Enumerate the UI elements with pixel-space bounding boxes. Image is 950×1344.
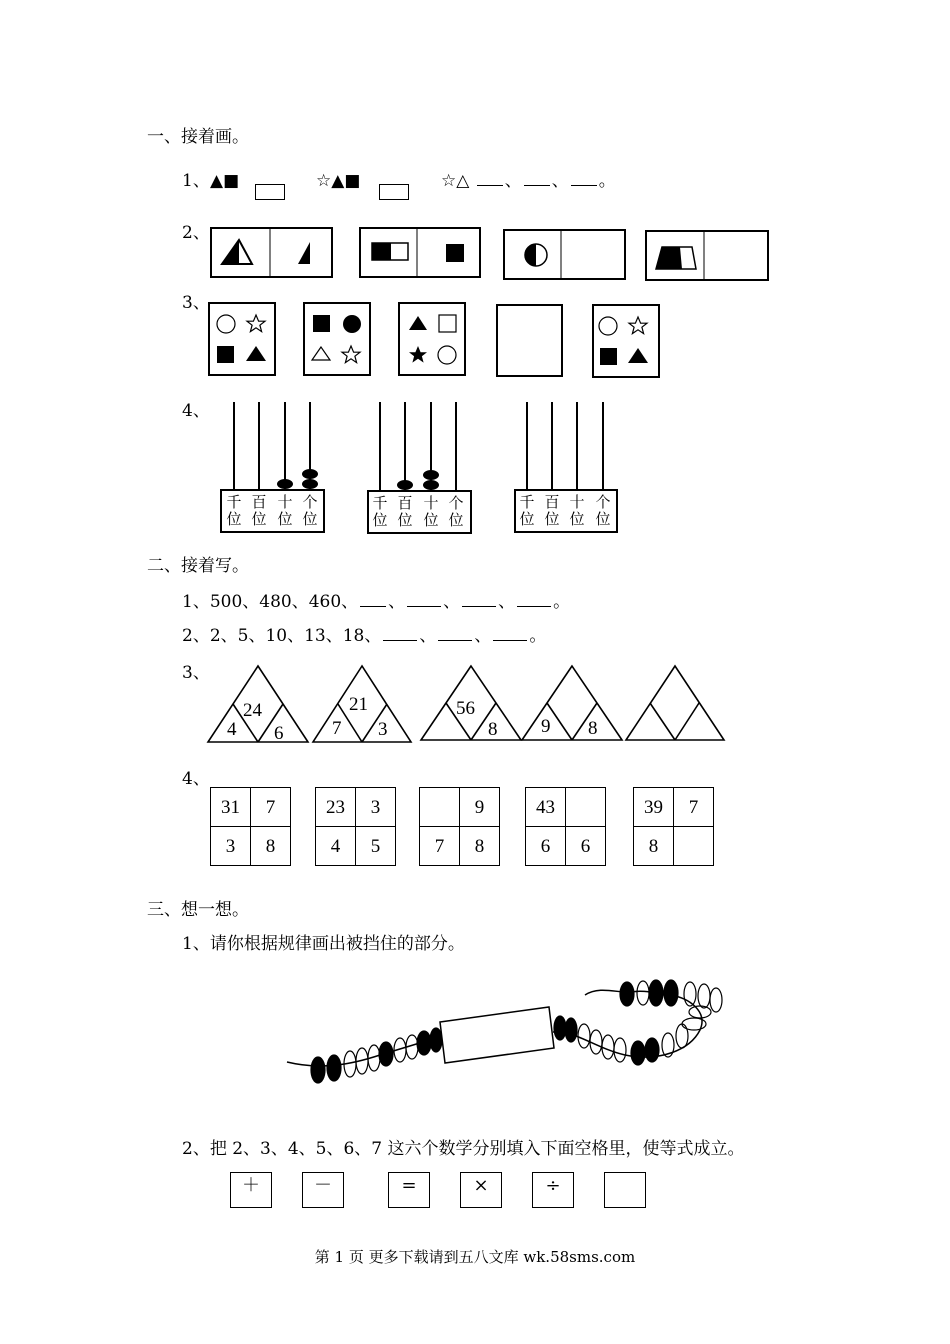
minus-sign: － — [314, 1175, 332, 1196]
right-beads — [554, 980, 722, 1065]
grid-number: 9 — [474, 797, 485, 818]
equals-sign: = — [401, 1175, 417, 1196]
s2-q1-text: 500、480、460、 — [209, 592, 359, 612]
triangle-2-left: 7 — [332, 718, 342, 739]
multiply-sign: × — [473, 1175, 489, 1196]
sep: 、 — [443, 592, 461, 612]
grid-number: 43 — [536, 797, 555, 818]
abacus-3-place-3: 十位 — [569, 493, 585, 528]
end: 。 — [529, 626, 547, 646]
grid-number: 5 — [370, 836, 381, 857]
divide-sign: ÷ — [545, 1175, 561, 1196]
s1-q2-label: 2、 — [182, 223, 210, 243]
eq-box-6[interactable] — [604, 1172, 646, 1208]
grid-number: 6 — [580, 836, 591, 857]
plus-sign: ＋ — [242, 1175, 260, 1196]
triangle-2-top: 21 — [349, 694, 368, 715]
triangle-1-right: 6 — [274, 723, 284, 744]
section-1-title: 一、接着画。 — [147, 127, 249, 147]
sep: 、 — [504, 171, 522, 191]
s2-q1-label: 1、 — [182, 592, 210, 612]
abacus-3-place-2: 百位 — [544, 493, 560, 528]
grid-number: 39 — [644, 797, 663, 818]
abacus-1-place-2: 百位 — [251, 493, 267, 528]
abacus-3-place-1: 千位 — [519, 493, 535, 528]
grid-number: 8 — [648, 836, 659, 857]
grid-number: 3 — [370, 797, 381, 818]
section-3-title: 三、想一想。 — [147, 900, 249, 920]
abacus-1-place-1: 千位 — [226, 493, 242, 528]
s2-q3-label: 3、 — [182, 663, 210, 683]
triangle-4-left: 9 — [541, 716, 551, 737]
s1-q4-label: 4、 — [182, 401, 210, 421]
abacus-2-place-3: 十位 — [423, 494, 439, 529]
grid-number: 3 — [225, 836, 236, 857]
grid-number: 8 — [265, 836, 276, 857]
eq-box-3[interactable] — [388, 1172, 430, 1208]
s3-q1-text: 1、请你根据规律画出被挡住的部分。 — [182, 934, 465, 954]
grid-number: 7 — [434, 836, 445, 857]
eq-box-4[interactable] — [460, 1172, 502, 1208]
end: 。 — [598, 171, 616, 191]
end: 。 — [553, 592, 571, 612]
abacus-1-place-4: 个位 — [302, 493, 318, 528]
s1-q1-seq1: ▲■ — [210, 171, 240, 191]
abacus-3-place-4: 个位 — [595, 493, 611, 528]
grid-number: 31 — [221, 797, 240, 818]
s2-q4-label: 4、 — [182, 769, 210, 789]
sep: 、 — [498, 592, 516, 612]
covering-box — [440, 1007, 554, 1063]
s1-q1-seq3: ☆△ — [441, 171, 470, 191]
abacus-1-place-3: 十位 — [277, 493, 293, 528]
eq-box-2[interactable] — [302, 1172, 344, 1208]
triangle-3-right: 8 — [488, 719, 498, 740]
triangle-3-top: 56 — [456, 698, 475, 719]
grid-number: 23 — [326, 797, 345, 818]
sep: 、 — [419, 626, 437, 646]
grid-number: 7 — [265, 797, 276, 818]
triangle-1-top: 24 — [243, 700, 262, 721]
abacus-2-place-1: 千位 — [372, 494, 388, 529]
grid-number: 8 — [474, 836, 485, 857]
triangle-4-right: 8 — [588, 718, 598, 739]
abacus-2-place-4: 个位 — [448, 494, 464, 529]
s1-q1-label: 1、 — [182, 171, 210, 191]
sep: 、 — [551, 171, 569, 191]
triangle-1-left: 4 — [227, 719, 237, 740]
abacus-2-place-2: 百位 — [397, 494, 413, 529]
eq-box-1[interactable] — [230, 1172, 272, 1208]
sep: 、 — [474, 626, 492, 646]
s2-q2-label: 2、 — [182, 626, 210, 646]
s2-q2-text: 2、5、10、13、18、 — [209, 626, 382, 646]
s1-q3-label: 3、 — [182, 293, 210, 313]
grid-number: 7 — [688, 797, 699, 818]
section-2-title: 二、接着写。 — [147, 556, 249, 576]
page-footer: 第 1 页 更多下载请到五八文库 wk.58sms.com — [314, 1248, 636, 1266]
grid-number: 6 — [540, 836, 551, 857]
s1-q1-seq2: ☆▲■ — [316, 171, 361, 191]
s3-q2-text: 2、把 2、3、4、5、6、7 这六个数学分别填入下面空格里，使等式成立。 — [182, 1139, 745, 1159]
sep: 、 — [388, 592, 406, 612]
triangle-2-right: 3 — [378, 719, 388, 740]
grid-number: 4 — [330, 836, 341, 857]
eq-box-5[interactable] — [532, 1172, 574, 1208]
